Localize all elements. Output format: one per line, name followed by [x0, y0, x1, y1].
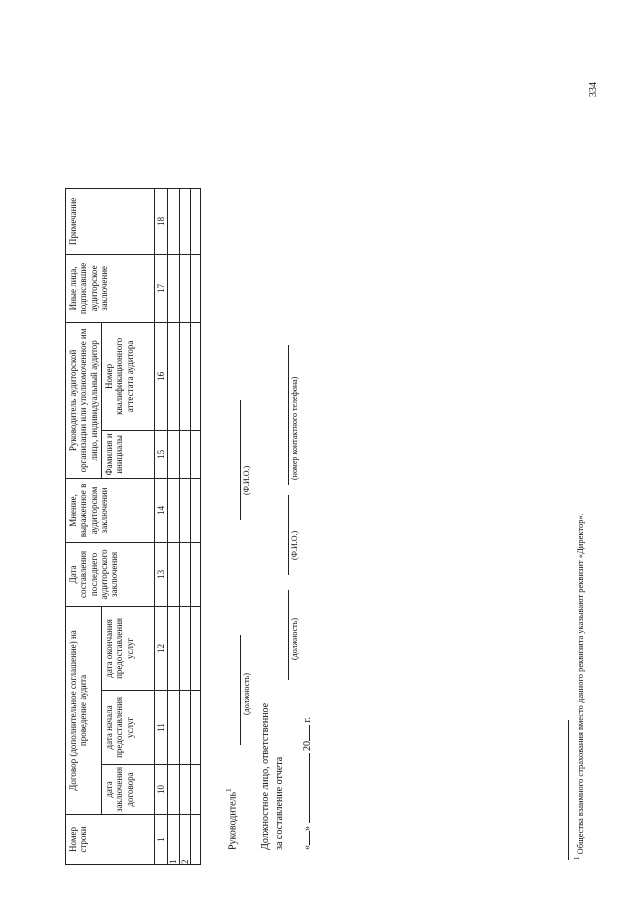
col-number: 18	[155, 188, 168, 254]
responsible-label-1: Должностное лицо, ответственное	[260, 702, 271, 850]
table-row	[168, 188, 179, 864]
responsible-fio-line	[288, 495, 289, 575]
col-number: 16	[155, 322, 168, 430]
header-opinion: Мнение, выраженное в аудиторском заключении	[66, 478, 155, 542]
report-table	[65, 188, 201, 865]
head-fio-caption: (Ф.И.О.)	[242, 465, 251, 495]
footnote: $^1$ Общества взаимного страхования вместо данного реквизита указывают реквизит «Директор».	[573, 513, 585, 860]
header-head-name: Фамилия и инициалы	[102, 430, 155, 478]
row-number: 1	[168, 815, 179, 865]
head-position-line	[240, 635, 241, 745]
col-number: 17	[155, 254, 168, 322]
head-position-caption: (должность)	[242, 673, 251, 715]
col-number: 14	[155, 478, 168, 542]
head-label: Руководитель$^1$	[225, 788, 239, 850]
header-others: Иные лица, подписавшие аудиторское заключение	[66, 254, 155, 322]
table-row	[179, 188, 190, 864]
row-number: 2	[179, 815, 190, 865]
header-service-start: дата начала предоставления услуг	[102, 690, 155, 764]
responsible-position-line	[288, 590, 289, 680]
col-number: 10	[155, 764, 168, 814]
header-note: Примечание	[66, 188, 155, 254]
header-line-no: Номер строки	[66, 815, 155, 865]
date-line: «» 20 г.	[302, 717, 313, 850]
head-fio-line	[240, 400, 241, 520]
header-report-date: Дата составления последнего аудиторского заключения	[66, 542, 155, 606]
col-number: 15	[155, 430, 168, 478]
header-contract-date: дата заключения договора	[102, 764, 155, 814]
table-row	[191, 188, 201, 864]
header-service-end: дата окончания предоставления услуг	[102, 606, 155, 690]
header-head: Руководитель аудиторской организации или уполномоченное им лицо, индивидуальный аудитор	[66, 322, 102, 478]
header-head-cert: Номер квалификационного аттестата аудитора	[102, 322, 155, 430]
footnote-rule	[568, 720, 569, 860]
phone-caption: (номер контактного телефона)	[290, 376, 299, 480]
phone-line	[288, 345, 289, 485]
responsible-position-caption: (должность)	[290, 618, 299, 660]
header-contract: Договор (дополнительное соглашение) на проведение аудита	[66, 606, 102, 814]
page-number: 334	[588, 82, 599, 97]
responsible-fio-caption: (Ф.И.О.)	[290, 530, 299, 560]
col-number: 11	[155, 690, 168, 764]
col-number: 1	[155, 815, 168, 865]
col-number: 12	[155, 606, 168, 690]
col-number: 13	[155, 542, 168, 606]
responsible-label-2: за составление отчета	[274, 756, 285, 850]
